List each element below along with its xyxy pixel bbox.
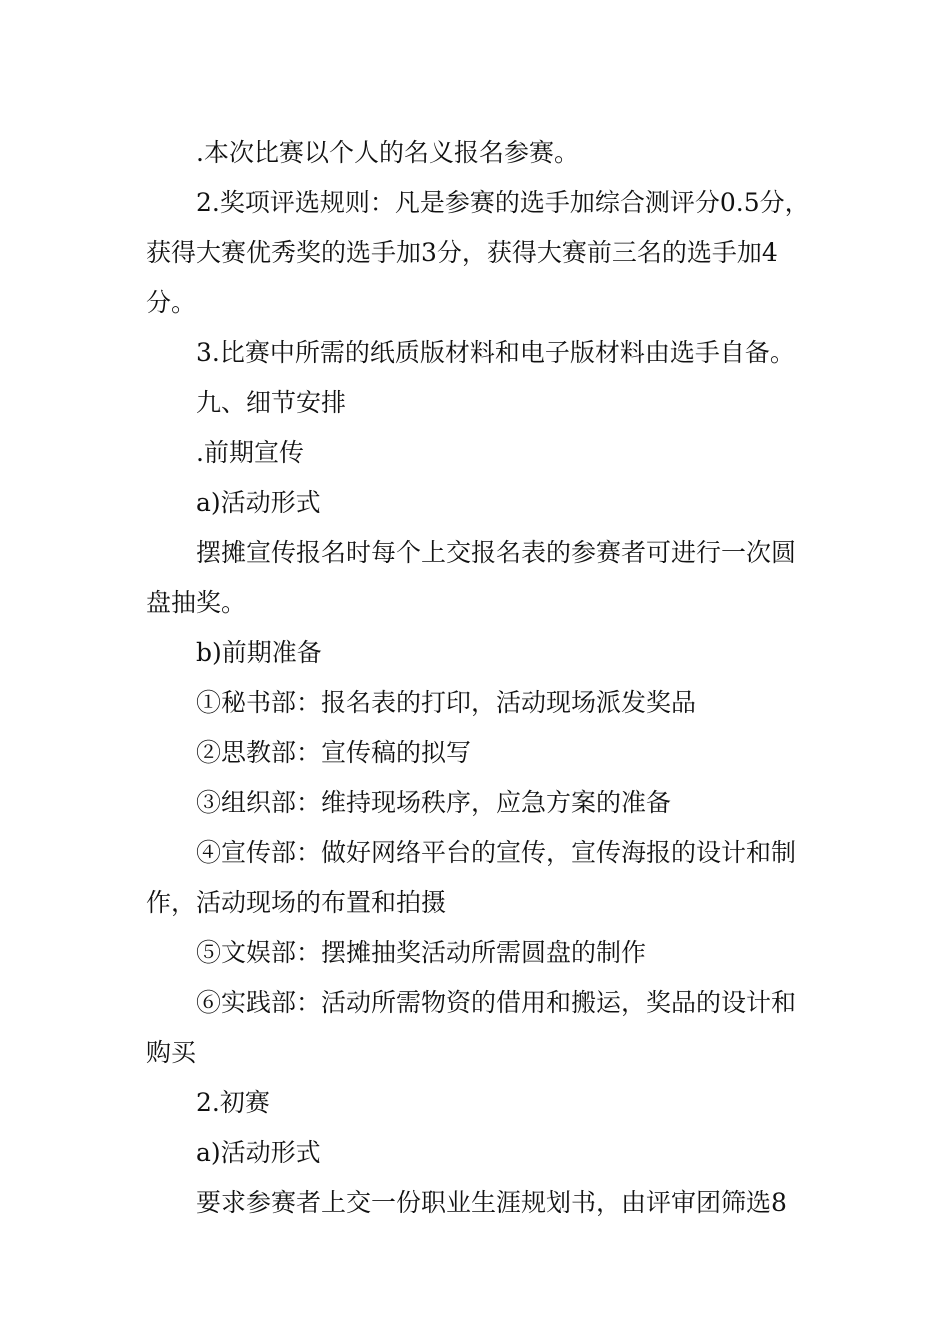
paragraph-materials: 3.比赛中所需的纸质版材料和电子版材料由选手自备。 bbox=[196, 338, 795, 367]
subheading-activity-format-2: a)活动形式 bbox=[196, 1138, 321, 1167]
subheading-preliminary: 2.初赛 bbox=[196, 1088, 270, 1117]
paragraph-requirements: 要求参赛者上交一份职业生涯规划书，由评审团筛选8 bbox=[196, 1188, 787, 1217]
paragraph-lottery: 摆摊宣传报名时每个上交报名表的参赛者可进行一次圆盘抽奖。 bbox=[146, 538, 797, 617]
list-item-secretariat: ①秘书部：报名表的打印，活动现场派发奖品 bbox=[196, 688, 697, 717]
paragraph-award-rules: 2.奖项评选规则：凡是参赛的选手加综合测评分0.5分，获得大赛优秀奖的选手加3分，获得大赛前三名的选手加4分。 bbox=[146, 188, 810, 317]
list-item-practice: ⑥实践部：活动所需物资的借用和搬运，奖品的设计和购买 bbox=[146, 988, 797, 1067]
list-item-publicity: ④宣传部：做好网络平台的宣传，宣传海报的设计和制作，活动现场的布置和拍摄 bbox=[146, 838, 797, 917]
list-item-education: ②思教部：宣传稿的拟写 bbox=[196, 738, 472, 767]
list-item-entertainment: ⑤文娱部：摆摊抽奖活动所需圆盘的制作 bbox=[196, 938, 647, 967]
subheading-promotion: .前期宣传 bbox=[196, 438, 304, 467]
subheading-preparation: b)前期准备 bbox=[196, 638, 322, 667]
section-heading-details: 九、细节安排 bbox=[196, 388, 347, 417]
paragraph-registration: .本次比赛以个人的名义报名参赛。 bbox=[196, 138, 579, 167]
list-item-organization: ③组织部：维持现场秩序，应急方案的准备 bbox=[196, 788, 672, 817]
subheading-activity-format: a)活动形式 bbox=[196, 488, 321, 517]
document-body bbox=[146, 128, 810, 1228]
